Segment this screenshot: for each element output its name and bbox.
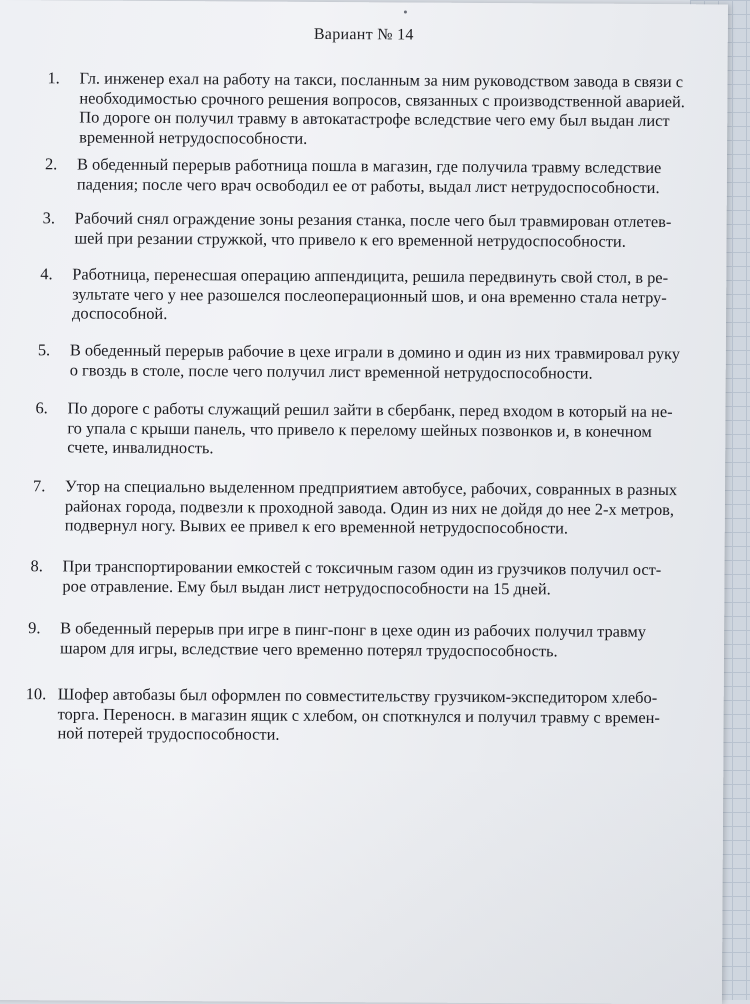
item-text: В обеденный перерыв рабочие в цехе играли в домино и один из них травмировал руку о гвоздь в столе, после чего получил лист временной нетрудоспособности. bbox=[69, 340, 681, 383]
item-text: Рабочий снял ограждение зоны резания станка, после чего был травмирован отлетев- шей при резании стружкой, что привело к его временной нетрудоспособности. bbox=[74, 208, 672, 251]
item-number: 5. bbox=[37, 340, 51, 360]
item-number: 8. bbox=[30, 556, 43, 576]
item-text: Работница, перенесшая операцию аппендицита, решила передвинуть свой стол, в ре- зультате чего у нее разошелся послеоперационный шов, и она временно стала нетру- доспособной. bbox=[72, 264, 669, 324]
list-item bbox=[42, 208, 692, 251]
list-item bbox=[45, 154, 693, 197]
item-number: 6. bbox=[35, 398, 48, 418]
paper-mark bbox=[404, 10, 407, 13]
list-item bbox=[38, 340, 692, 383]
list-item bbox=[47, 68, 693, 150]
item-text: По дороге с работы служащий решил зайти в сбербанк, перед входом в который на не- го упала с крыши панель, что привело к перелому шейных позвонков и, в конечном счете, инвалидность. bbox=[67, 398, 673, 458]
item-number: 7. bbox=[32, 476, 46, 496]
list-item bbox=[40, 264, 692, 326]
list-item bbox=[25, 684, 689, 747]
item-text: Шофер автобазы был оформлен по совместительству грузчиком-экспедитором хлебо- торга. Переносн. в магазин ящик с хлебом, он споткнулся и получил травму с времен- ной потерей трудоспособности. bbox=[57, 684, 660, 744]
item-number: 9. bbox=[28, 618, 41, 638]
document-title: Вариант № 14 bbox=[313, 25, 414, 44]
list-item bbox=[33, 476, 691, 539]
item-number: 1. bbox=[47, 68, 60, 88]
item-text: В обеденный перерыв при игре в пинг-понг в цехе один из рабочих получил травму шаром для игры, вследствие чего временно потерял трудоспособность. bbox=[59, 618, 647, 660]
item-text: Утор на специально выделенном предприятием автобусе, рабочих, совранных в разных районах города, подвезли к проходной завода. Один из них не дойдя до нее 2-х метров, подвернул ногу. Вывих ее привел к его временной нетрудоспособности. bbox=[64, 476, 678, 538]
list-item bbox=[30, 556, 690, 599]
item-number: 4. bbox=[40, 264, 53, 284]
item-text: При транспортировании емкостей с токсичным газом один из грузчиков получил ост- рое отравление. Ему был выдан лист нетрудоспособности на 15 дней. bbox=[62, 556, 662, 598]
list-item bbox=[35, 398, 691, 461]
item-number: 2. bbox=[44, 154, 58, 174]
item-number: 10. bbox=[25, 684, 47, 704]
list-item bbox=[28, 618, 690, 661]
item-number: 3. bbox=[42, 208, 56, 228]
item-text: В обеденный перерыв работница пошла в магазин, где получила травму вследствие падения; после чего врач освободил ее от работы, выдал лист нетрудоспособности. bbox=[76, 154, 662, 197]
item-text: Гл. инженер ехал на работу на такси, посланным за ним руководством завода в связи с необходимостью срочного решения вопросов, связанных с производственной аварией. По дороге он получил травму в автокатастрофе вследствие чего ему был выдан лист временной нетрудоспособности. bbox=[79, 68, 686, 148]
